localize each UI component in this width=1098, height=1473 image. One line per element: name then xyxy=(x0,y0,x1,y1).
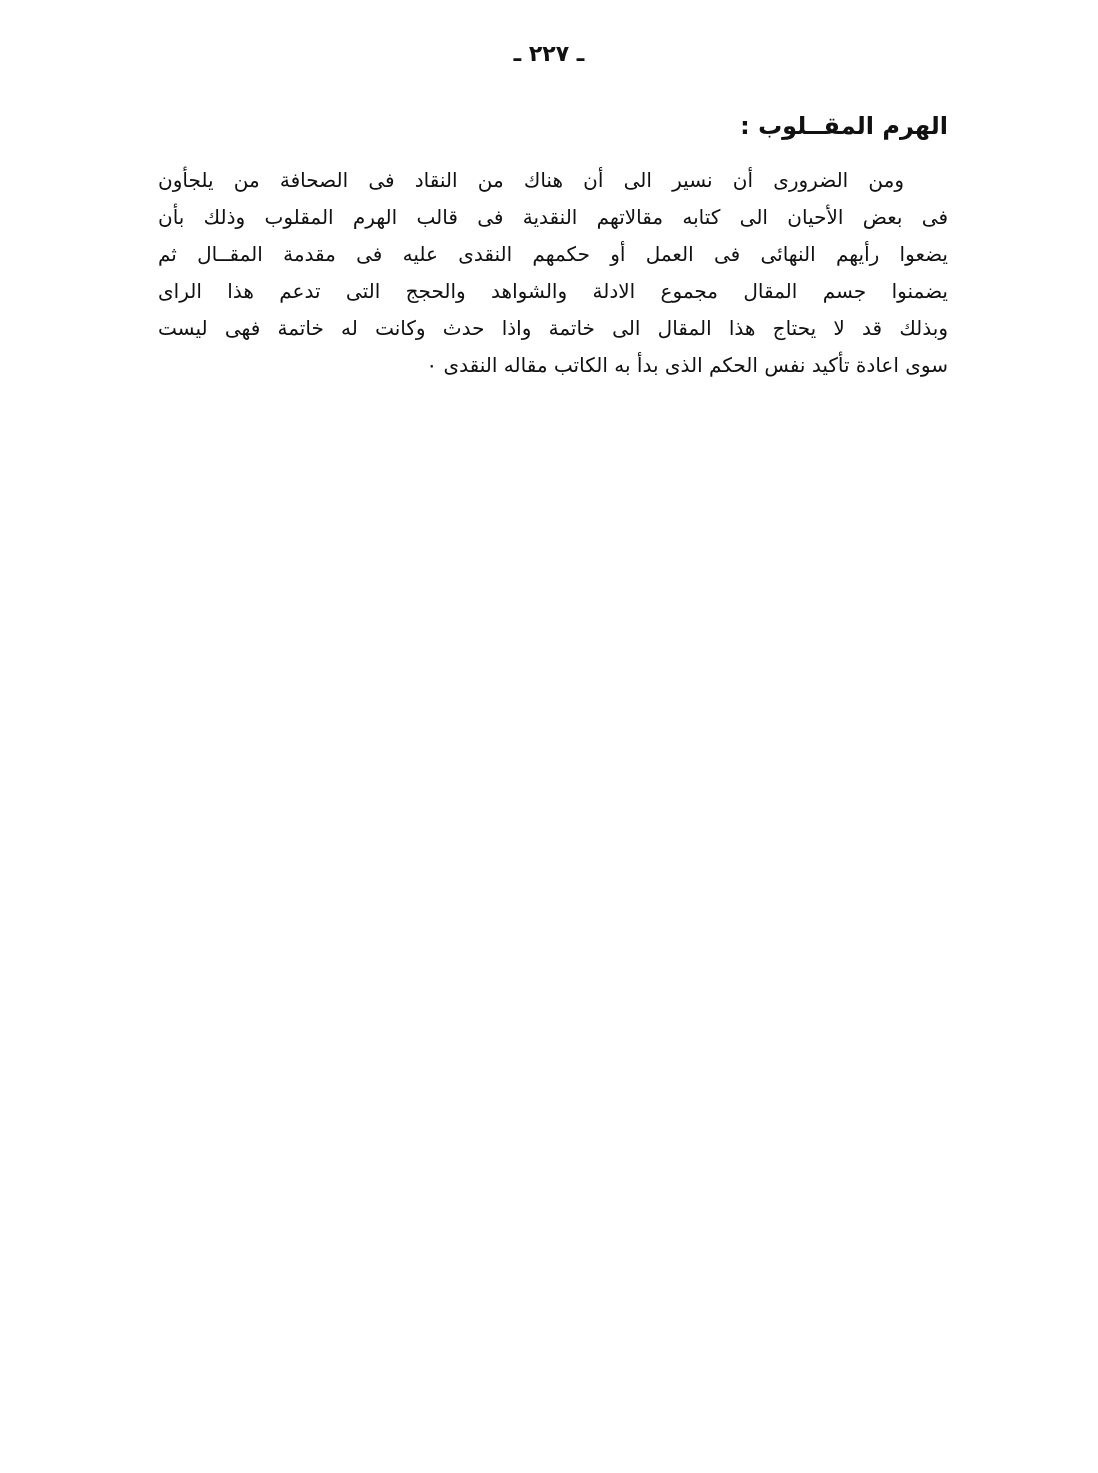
paragraph-line: فى بعض الأحيان الى كتابه مقالاتهم النقدية فى قالب الهرم المقلوب وذلك بأن xyxy=(158,205,948,229)
paragraph-line: يضعوا رأيهم النهائى فى العمل أو حكمهم النقدى عليه فى مقدمة المقــال ثم xyxy=(158,242,948,266)
section-heading: الهرم المقــلوب : xyxy=(740,112,948,140)
paragraph-line: سوى اعادة تأكيد نفس الحكم الذى بدأ به الكاتب مقاله النقدى ٠ xyxy=(426,353,948,377)
page-number: ـ ٢٢٧ ـ xyxy=(513,42,585,67)
paragraph-line: ومن الضرورى أن نسير الى أن هناك من النقاد فى الصحافة من يلجأون xyxy=(158,168,904,192)
paragraph-line: يضمنوا جسم المقال مجموع الادلة والشواهد والحجج التى تدعم هذا الراى xyxy=(158,279,948,303)
body-paragraph xyxy=(158,162,948,384)
paragraph-line: وبذلك قد لا يحتاج هذا المقال الى خاتمة واذا حدث وكانت له خاتمة فهى ليست xyxy=(158,316,948,340)
